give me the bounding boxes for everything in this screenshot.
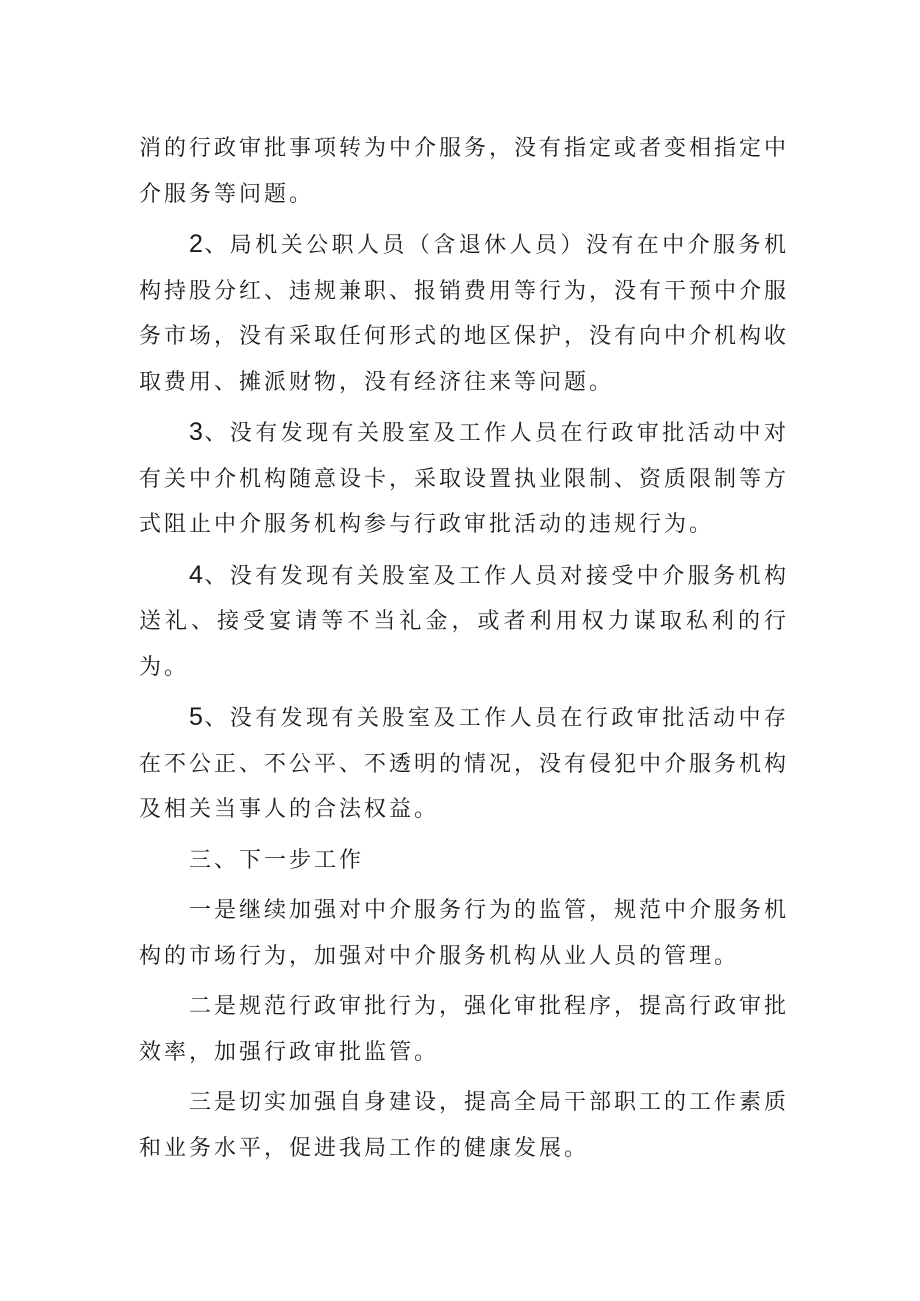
- paragraph-text: 、没有发现有关股室及工作人员在行政审批活动中存在不公正、不公平、不透明的情况，没有侵犯中介服务机构及相关当事人的合法权益。: [139, 706, 790, 822]
- paragraph-item-4: [139, 553, 789, 691]
- paragraph-text: 三是切实加强自身建设，提高全局干部职工的工作素质和业务水平，促进我局工作的健康发展。: [139, 1090, 790, 1161]
- paragraph-item-3: [139, 410, 789, 548]
- document-body: [139, 126, 789, 1176]
- paragraph-text: 、没有发现有关股室及工作人员在行政审批活动中对有关中介机构随意设卡，采取设置执业限制、资质限制等方式阻止中介服务机构参与行政审批活动的违规行为。: [139, 421, 790, 537]
- paragraph-text: 、局机关公职人员（含退休人员）没有在中介服务机构持股分红、违规兼职、报销费用等行为，没有干预中介服务市场，没有采取任何形式的地区保护，没有向中介机构收取费用、摊派财物，没有经济往来等问题。: [139, 233, 790, 395]
- item-number: 3: [189, 418, 204, 446]
- paragraph-next-step-2: [139, 984, 789, 1075]
- paragraph-next-step-1: [139, 888, 789, 979]
- paragraph-next-step-3: [139, 1080, 789, 1171]
- paragraph-item-2: [139, 222, 789, 405]
- paragraph-text: 、没有发现有关股室及工作人员对接受中介服务机构送礼、接受宴请等不当礼金，或者利用权力谋取私利的行为。: [139, 563, 789, 680]
- section-heading: [139, 838, 789, 884]
- item-number: 5: [189, 703, 204, 731]
- paragraph-text: 消的行政审批事项转为中介服务，没有指定或者变相指定中介服务等问题。: [139, 136, 790, 207]
- paragraph-continuation: [139, 126, 789, 217]
- heading-text: 三、下一步工作: [189, 847, 365, 873]
- paragraph-text: 一是继续加强对中介服务行为的监管，规范中介服务机构的市场行为，加强对中介服务机构从业人员的管理。: [139, 898, 790, 969]
- item-number: 2: [189, 230, 204, 258]
- item-number: 4: [189, 560, 204, 589]
- paragraph-text: 二是规范行政审批行为，强化审批程序，提高行政审批效率，加强行政审批监管。: [139, 994, 790, 1065]
- paragraph-item-5: [139, 695, 789, 833]
